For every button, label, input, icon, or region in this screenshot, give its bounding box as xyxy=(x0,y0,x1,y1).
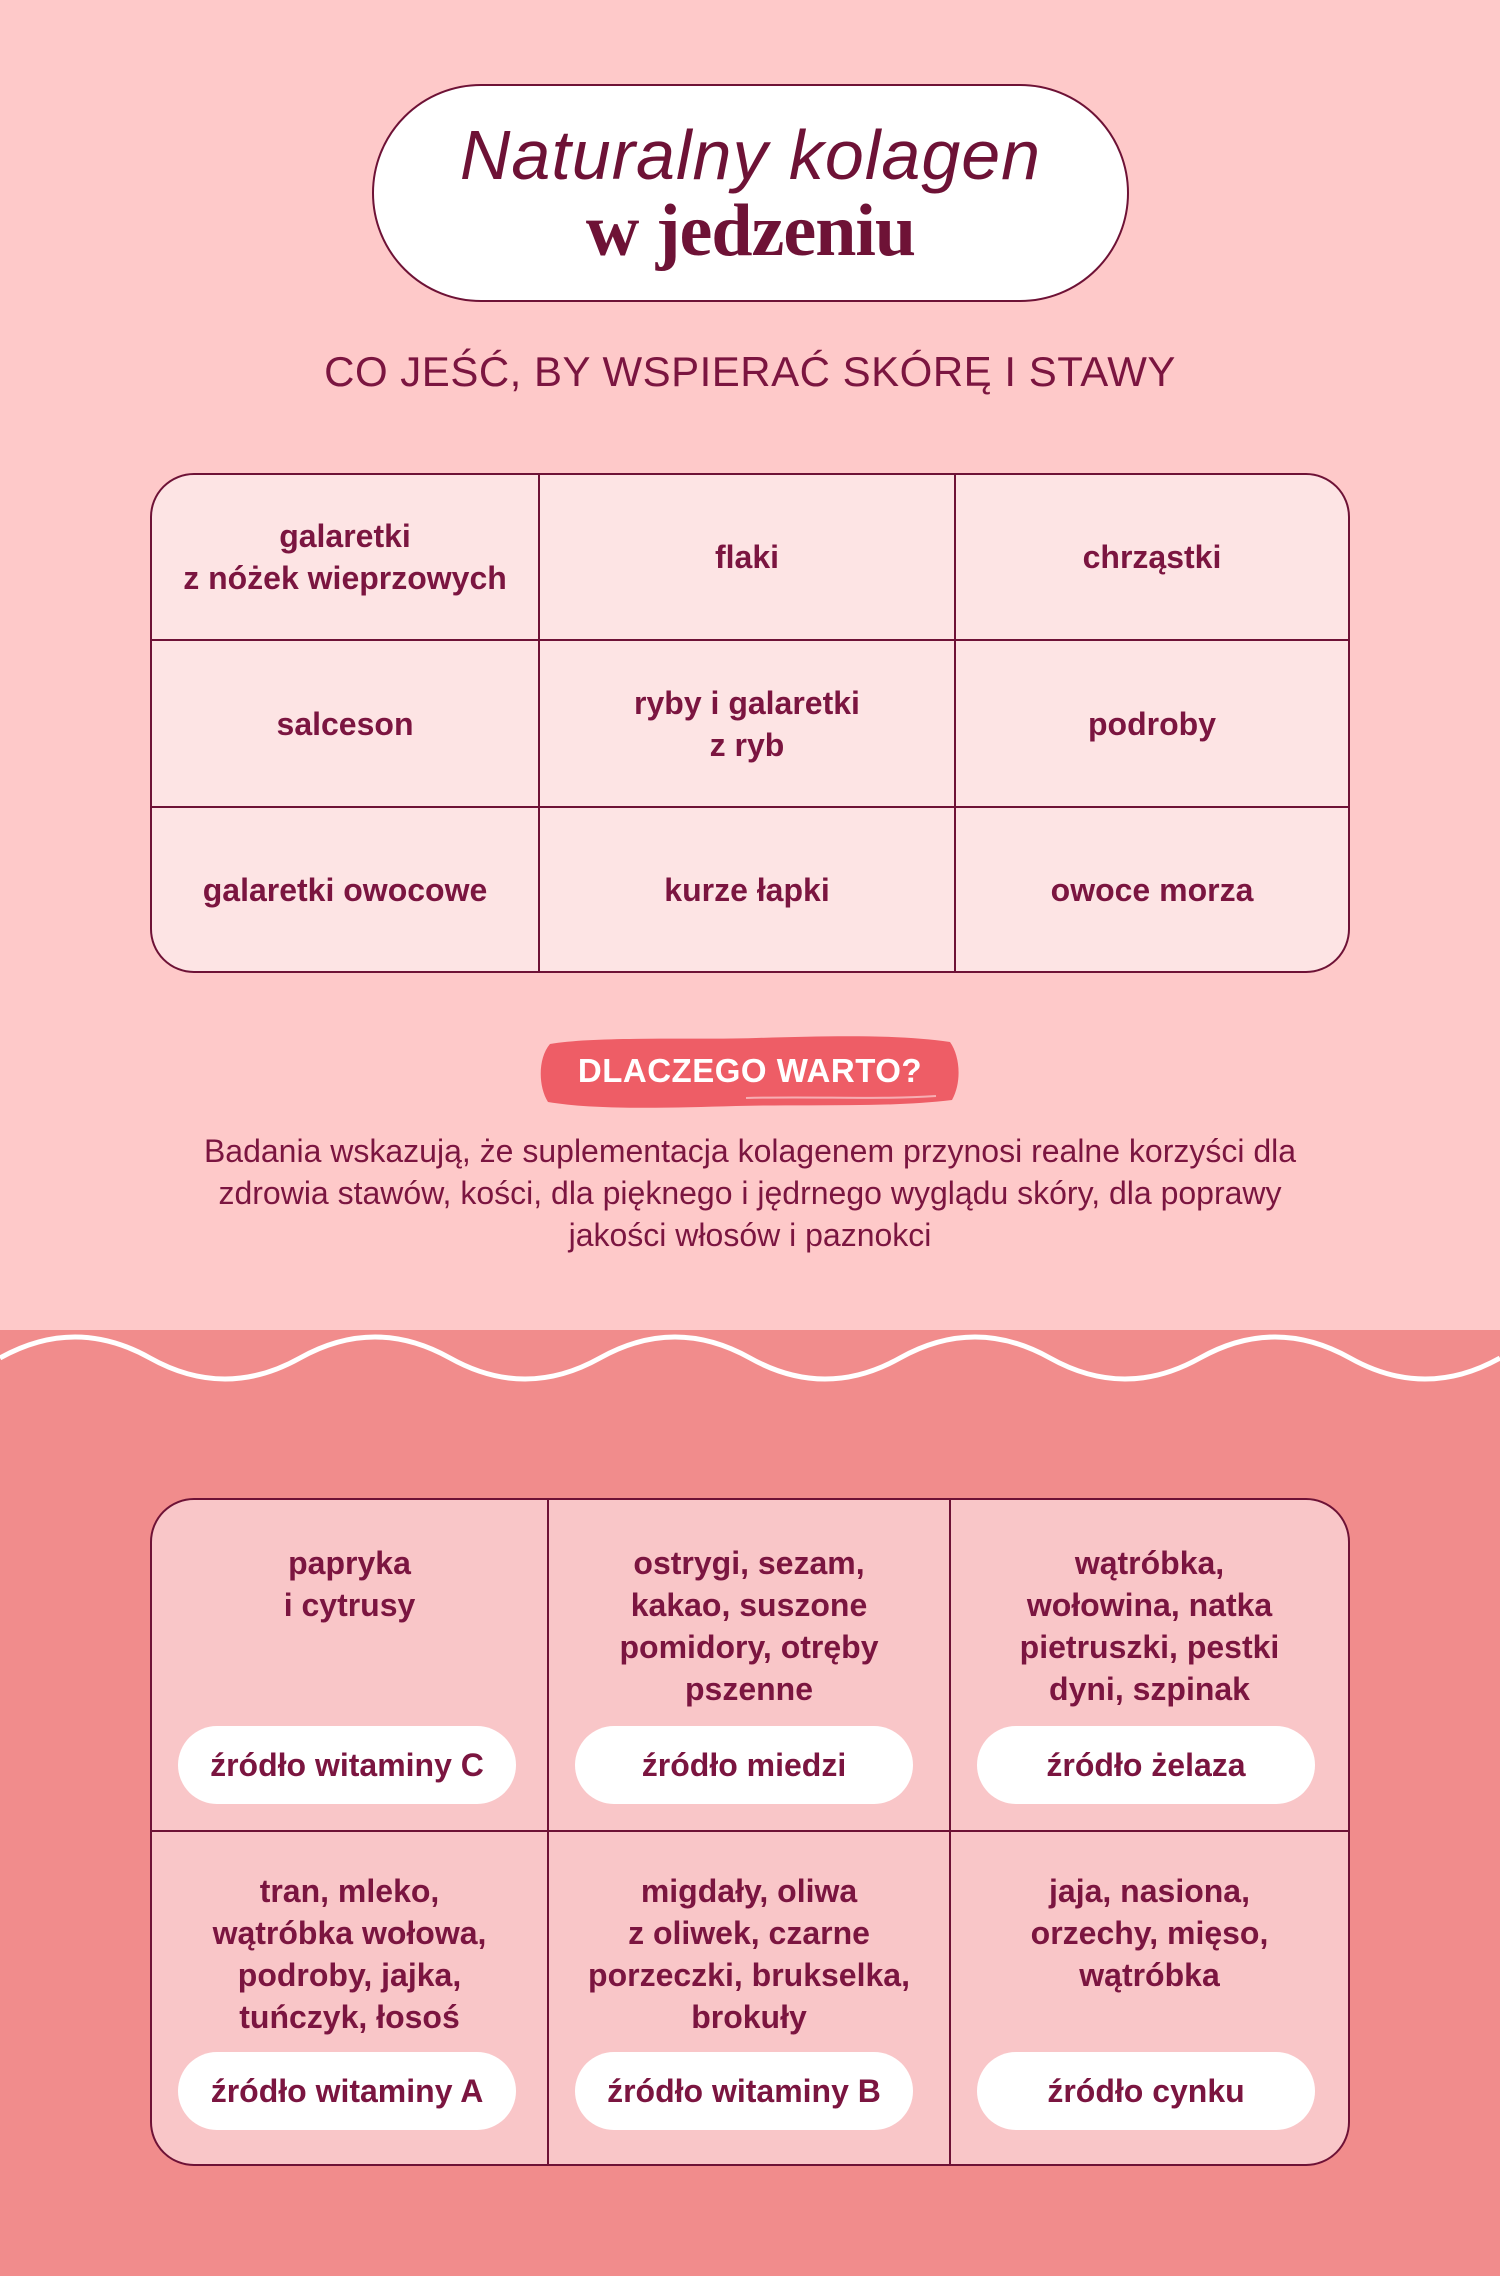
food-cell: galaretki owocowe xyxy=(152,808,540,971)
source-foods: ostrygi, sezam, kakao, suszone pomidory, otręby pszenne xyxy=(619,1545,879,1707)
source-foods: wątróbka, wołowina, natka pietruszki, pestki dyni, szpinak xyxy=(1019,1545,1280,1707)
source-cell xyxy=(951,1500,1348,1832)
title-line-1: Naturalny kolagen xyxy=(459,116,1042,194)
subtitle: CO JEŚĆ, BY WSPIERAĆ SKÓRĘ I STAWY xyxy=(324,348,1176,395)
nutrient-sources-grid xyxy=(150,1498,1350,2166)
food-cell: galaretki z nóżek wieprzowych xyxy=(152,475,540,641)
source-foods: tran, mleko, wątróbka wołowa, podroby, jajka, tuńczyk, łosoś xyxy=(212,1873,487,2035)
title-pill xyxy=(372,84,1129,302)
food-cell: kurze łapki xyxy=(540,808,956,971)
source-foods: papryka i cytrusy xyxy=(283,1545,416,1623)
source-label-pill: źródło cynku xyxy=(977,2052,1315,2130)
source-foods: jaja, nasiona, orzechy, mięso, wątróbka xyxy=(1030,1873,1269,1993)
why-badge xyxy=(536,1030,964,1112)
source-label-pill: źródło żelaza xyxy=(977,1726,1315,1804)
food-cell: salceson xyxy=(152,641,540,808)
food-cell: podroby xyxy=(956,641,1348,808)
source-label-pill: źródło witaminy B xyxy=(575,2052,913,2130)
source-cell xyxy=(549,1832,951,2164)
source-cell xyxy=(549,1500,951,1832)
why-badge-label: DLACZEGO WARTO? xyxy=(577,1052,923,1089)
collagen-foods-grid xyxy=(150,473,1350,973)
source-foods: migdały, oliwa z oliwek, czarne porzeczki, brukselka, brokuły xyxy=(588,1873,910,2035)
food-cell: ryby i galaretki z ryb xyxy=(540,641,956,808)
food-cell: flaki xyxy=(540,475,956,641)
source-label-pill: źródło miedzi xyxy=(575,1726,913,1804)
source-label-pill: źródło witaminy C xyxy=(178,1726,516,1804)
wave-divider xyxy=(0,1310,1500,1410)
source-cell xyxy=(152,1500,549,1832)
source-cell xyxy=(951,1832,1348,2164)
food-cell: owoce morza xyxy=(1050,871,1254,908)
title-line-2: w jedzeniu xyxy=(585,190,916,272)
source-label-pill: źródło witaminy A xyxy=(178,2052,516,2130)
source-cell xyxy=(152,1832,549,2164)
food-cell: chrząstki xyxy=(956,475,1348,641)
why-paragraph: Badania wskazują, że suplementacja kolagenem przynosi realne korzyści dla zdrowia stawów, kości, dla pięknego i jędrnego wyglądu skóry, dla poprawy jakości włosów i paznokci xyxy=(203,1133,1297,1253)
